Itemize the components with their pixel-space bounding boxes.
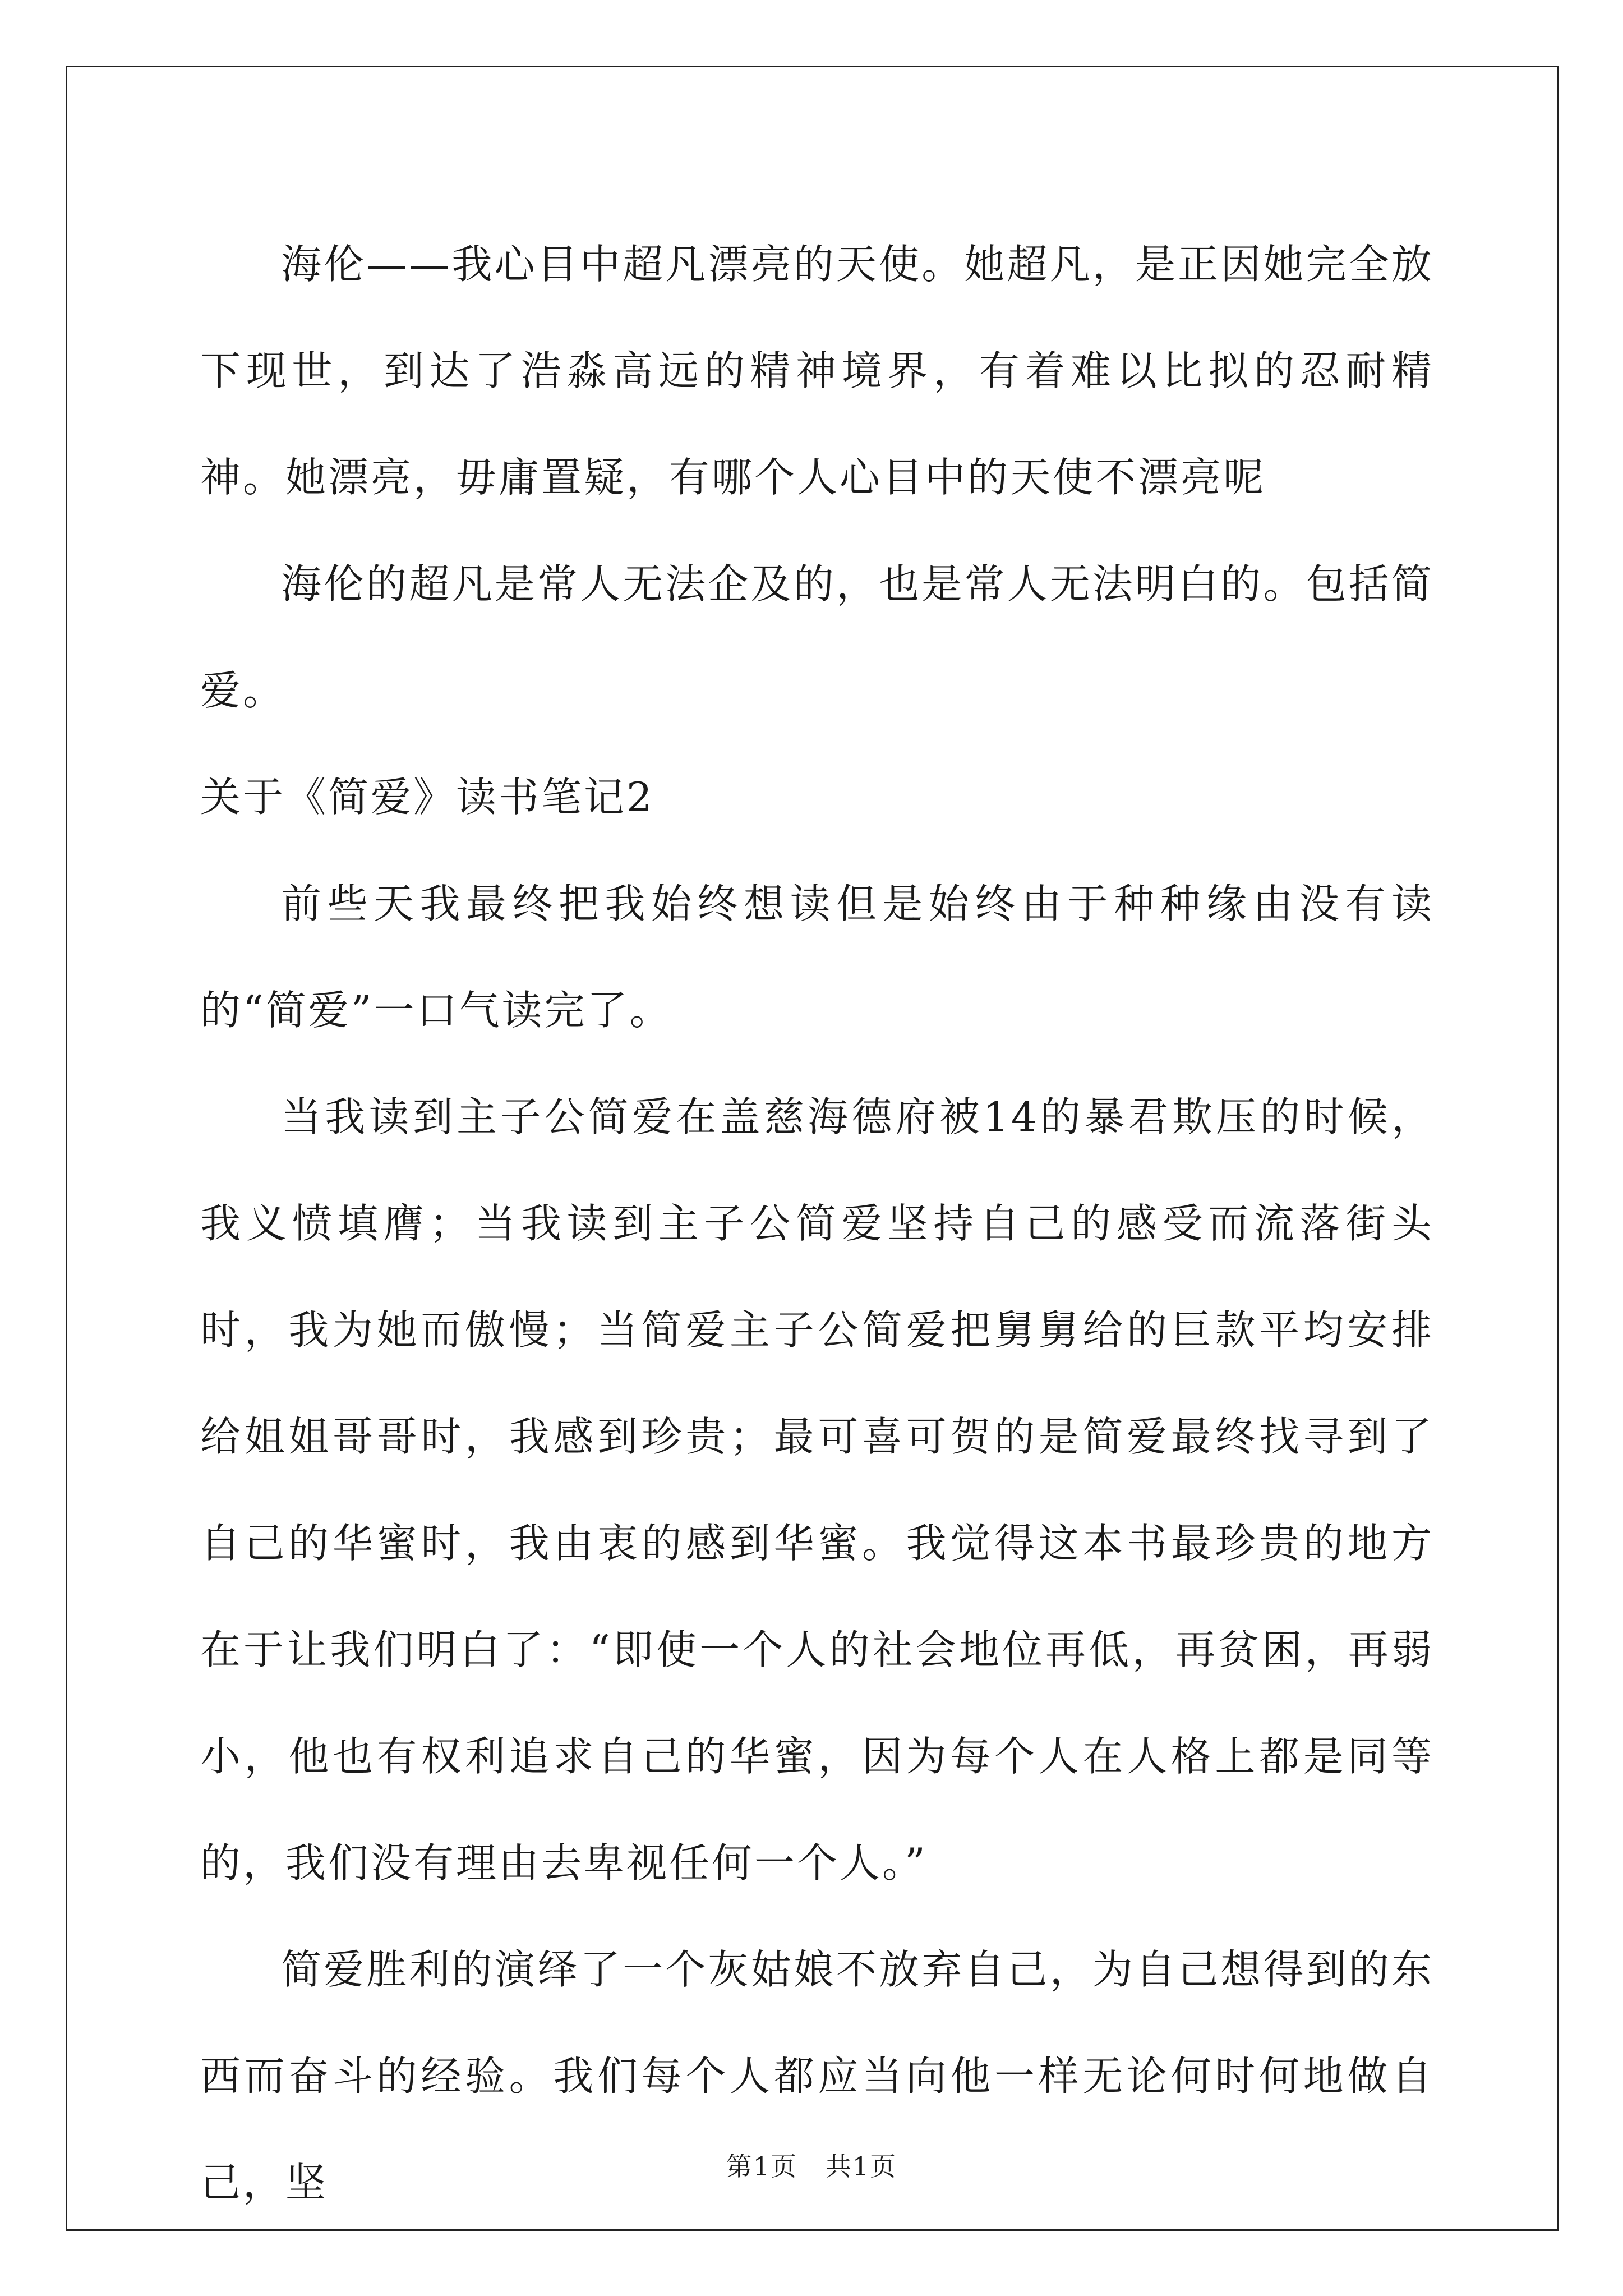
document-body (200, 211, 1434, 2236)
paragraph: 海伦的超凡是常人无法企及的，也是常人无法明白的。包括简爱。 (200, 560, 1434, 714)
paragraph: 简爱胜利的演绎了一个灰姑娘不放弃自己，为自己想得到的东西而奋斗的经验。我们每个人都应当向他一样无论何时何地做自己，坚 (200, 1946, 1434, 2206)
paragraph: 前些天我最终把我始终想读但是始终由于种种缘由没有读的“简爱”一口气读完了。 (200, 880, 1434, 1034)
page-footer: 第1页 共1页 (726, 2151, 897, 2182)
section-heading: 关于《简爱》读书笔记2 (200, 774, 654, 821)
paragraph: 当我读到主子公简爱在盖慈海德府被14的暴君欺压的时候，我义愤填膺；当我读到主子公简爱坚持自己的感受而流落街头时，我为她而傲慢；当简爱主子公简爱把舅舅给的巨款平均安排给姐姐哥哥时，我感到珍贵；最可喜可贺的是简爱最终找寻到了自己的华蜜时，我由衷的感到华蜜。我觉得这本书最珍贵的地方在于让我们明白了：“即使一个人的社会地位再低，再贫困，再弱小，他也有权利追求自己的华蜜，因为每个人在人格上都是同等的，我们没有理由去卑视任何一个人。” (200, 1093, 1434, 1887)
paragraph: 海伦——我心目中超凡漂亮的天使。她超凡，是正因她完全放下现世，到达了浩淼高远的精神境界，有着难以比拟的忍耐精神。她漂亮，毋庸置疑，有哪个人心目中的天使不漂亮呢 (200, 241, 1434, 501)
